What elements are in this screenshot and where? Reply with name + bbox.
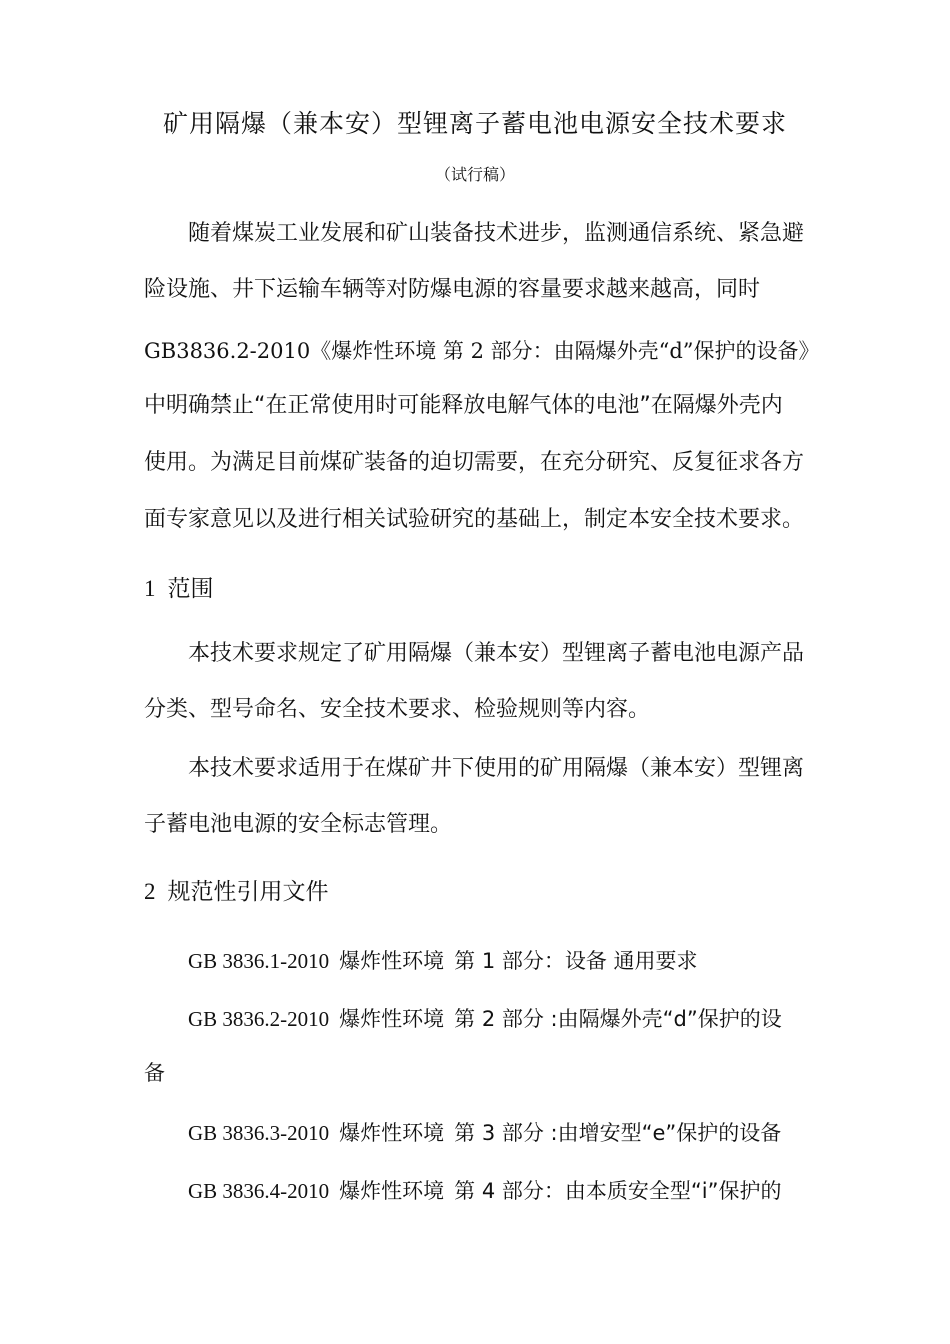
document-title: 矿用隔爆（兼本安）型锂离子蓄电池电源安全技术要求 bbox=[162, 109, 787, 138]
paragraph-line: 本技术要求规定了矿用隔爆（兼本安）型锂离子蓄电池电源产品 bbox=[188, 641, 805, 666]
reference-item bbox=[188, 1117, 781, 1149]
reference-item bbox=[188, 1175, 781, 1207]
reference-item bbox=[188, 1003, 782, 1035]
reference-code: GB 3836.2-2010 bbox=[188, 1007, 330, 1031]
intro-line: GB3836.2-2010《爆炸性环境 第 2 部分：由隔爆外壳“d”保护的设备》 bbox=[144, 339, 820, 363]
reference-code: GB 3836.3-2010 bbox=[188, 1121, 330, 1145]
paragraph-line: 子蓄电池电源的安全标志管理。 bbox=[144, 812, 453, 837]
section-title: 规范性引用文件 bbox=[167, 879, 329, 905]
section-title: 范围 bbox=[167, 576, 214, 602]
reference-name: 爆炸性环境 bbox=[339, 949, 445, 973]
paragraph-line: 本技术要求适用于在煤矿井下使用的矿用隔爆（兼本安）型锂离 bbox=[188, 756, 805, 781]
intro-line: 险设施、井下运输车辆等对防爆电源的容量要求越来越高，同时 bbox=[144, 277, 761, 302]
reference-name: 爆炸性环境 bbox=[339, 1121, 445, 1145]
section-number: 1 bbox=[144, 576, 156, 601]
reference-part: 第 2 部分 :由隔爆外壳“d”保护的设 bbox=[454, 1007, 782, 1031]
intro-line: 中明确禁止“在正常使用时可能释放电解气体的电池”在隔爆外壳内 bbox=[144, 393, 783, 418]
reference-name: 爆炸性环境 bbox=[339, 1007, 445, 1031]
reference-item bbox=[188, 945, 698, 977]
document-subtitle: （试行稿） bbox=[434, 165, 515, 184]
intro-line: 面专家意见以及进行相关试验研究的基础上，制定本安全技术要求。 bbox=[144, 507, 805, 532]
section-heading bbox=[144, 573, 214, 605]
paragraph-line: 分类、型号命名、安全技术要求、检验规则等内容。 bbox=[144, 697, 651, 722]
reference-part: 第 1 部分：设备 通用要求 bbox=[454, 949, 698, 973]
reference-part: 第 4 部分：由本质安全型“i”保护的 bbox=[454, 1179, 782, 1203]
reference-code: GB 3836.1-2010 bbox=[188, 949, 330, 973]
reference-name: 爆炸性环境 bbox=[339, 1179, 445, 1203]
intro-line: 使用。为满足目前煤矿装备的迫切需要，在充分研究、反复征求各方 bbox=[144, 450, 805, 475]
section-number: 2 bbox=[144, 879, 156, 904]
section-heading bbox=[144, 876, 329, 908]
intro-line: 随着煤炭工业发展和矿山装备技术进步，监测通信系统、紧急避 bbox=[188, 221, 805, 246]
reference-part: 第 3 部分 :由增安型“e”保护的设备 bbox=[454, 1121, 782, 1145]
reference-code: GB 3836.4-2010 bbox=[188, 1179, 330, 1203]
reference-continuation: 备 bbox=[144, 1061, 165, 1085]
